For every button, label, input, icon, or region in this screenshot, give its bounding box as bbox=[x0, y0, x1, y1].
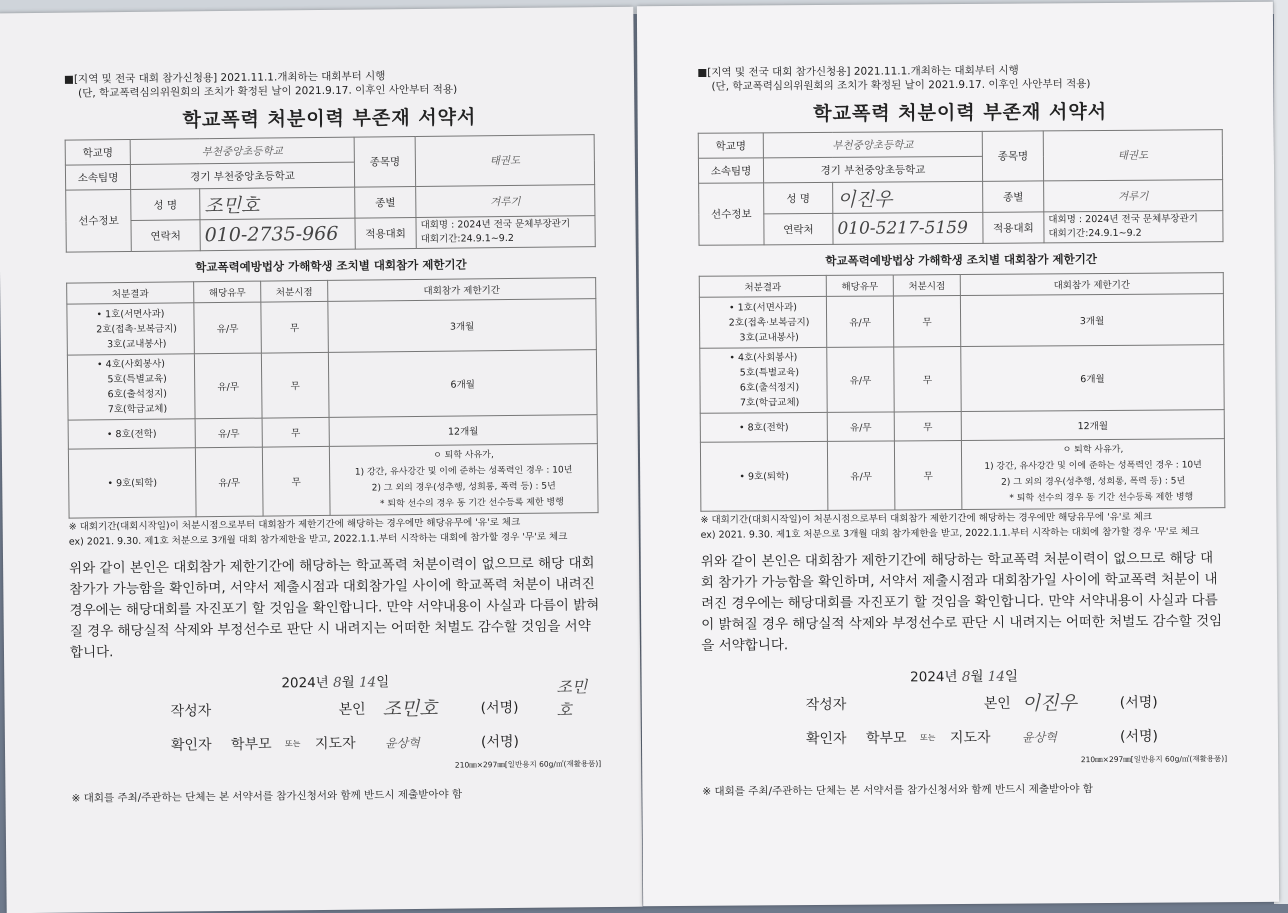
col-applicable: 해당유무 bbox=[826, 275, 893, 296]
section-title: 학교폭력예방법상 가해학생 조치별 대회참가 제한기간 bbox=[825, 252, 1097, 268]
row4-has: 유/무 bbox=[827, 441, 894, 510]
row1-limit: 3개월 bbox=[328, 299, 597, 353]
team-value: 경기 부천중앙초등학교 bbox=[763, 156, 982, 183]
athlete-label: 선수정보 bbox=[66, 189, 132, 252]
row2-line1: • 4호(사회봉사) bbox=[729, 352, 798, 364]
row1-limit: 3개월 bbox=[960, 294, 1223, 347]
table-row bbox=[700, 345, 1224, 414]
row3-time: 무 bbox=[262, 417, 329, 447]
team-value: 경기 부천중앙초등학교 bbox=[130, 162, 354, 189]
contact-value: 010-2735-966 bbox=[200, 218, 355, 251]
self-signature-extra: 조민호 bbox=[556, 677, 588, 720]
row4-has: 유/무 bbox=[195, 447, 263, 517]
row2-line4: 7호(학급교체) bbox=[107, 403, 168, 416]
row1-time: 무 bbox=[893, 295, 960, 346]
date-month-label: 월 bbox=[341, 674, 355, 691]
row3-has: 유/무 bbox=[195, 418, 262, 448]
table-row bbox=[67, 350, 597, 421]
event-period: 대회기간:24.9.1~9.2 bbox=[1048, 227, 1142, 240]
category-value: 겨루기 bbox=[1044, 180, 1223, 212]
contact-label: 연락처 bbox=[764, 213, 833, 244]
self-label: 본인 bbox=[338, 701, 366, 718]
name-value: 이진우 bbox=[833, 181, 983, 213]
writer-label: 작성자 bbox=[170, 703, 212, 720]
row2-limit: 6개월 bbox=[328, 350, 597, 418]
header-line-2: (단, 학교폭력심의위원회의 조치가 확정된 날이 2021.9.17. 이후인 사안부터 적용) bbox=[78, 83, 458, 100]
team-label: 소속팀명 bbox=[65, 164, 130, 190]
col-result: 처분결과 bbox=[67, 282, 194, 304]
team-label: 소속팀명 bbox=[698, 158, 763, 183]
row3-line1: • 8호(전학) bbox=[68, 419, 195, 449]
row4-line1: • 9호(퇴학) bbox=[68, 448, 196, 518]
row3-time: 무 bbox=[894, 411, 961, 440]
row1-time: 무 bbox=[261, 301, 329, 353]
table-row bbox=[699, 294, 1223, 349]
event-name: 대회명 : 2024년 전국 문체부장관기 bbox=[1048, 213, 1198, 226]
contact-value: 010-5217-5159 bbox=[833, 212, 983, 244]
footer-note: ※ 대회를 주최/주관하는 단체는 본 서약서를 참가신청서와 함께 반드시 제출받아야 함 bbox=[71, 788, 463, 805]
paper-size: 210㎜×297㎜[일반용지 60g/㎡(재활용품)] bbox=[1080, 754, 1228, 765]
row1-has: 유/무 bbox=[194, 302, 262, 354]
self-signature: 조민호 bbox=[382, 697, 438, 721]
col-time: 처분시점 bbox=[893, 274, 960, 295]
sport-label: 종목명 bbox=[982, 131, 1043, 181]
sport-value: 태권도 bbox=[1043, 130, 1222, 181]
header-line-1: ■[지역 및 전국 대회 참가신청용] 2021.11.1.개최하는 대회부터 시행 bbox=[63, 70, 386, 86]
document-title: 학교폭력 처분이력 부존재 서약서 bbox=[813, 100, 1108, 126]
row1-line3: 3호(교내봉사) bbox=[107, 338, 167, 350]
coach-signature: 윤상혁 bbox=[384, 735, 420, 751]
date-year: 2024 bbox=[910, 669, 945, 686]
date-month: 8 bbox=[961, 668, 971, 685]
event-period: 대회기간:24.9.1~9.2 bbox=[420, 232, 514, 245]
rules-table bbox=[66, 277, 598, 519]
parent-label: 학부모 bbox=[865, 730, 907, 747]
confirm-label: 확인자 bbox=[170, 737, 212, 754]
event-name: 대회명 : 2024년 전국 문체부장관기 bbox=[420, 218, 571, 231]
rules-table bbox=[699, 272, 1226, 512]
name-label: 성 명 bbox=[131, 189, 200, 221]
row1-line1: • 1호(서면사과) bbox=[96, 308, 165, 320]
row3-has: 유/무 bbox=[827, 412, 894, 441]
note-2: ex) 2021. 9.30. 제1호 처분으로 3개월 대회 참가제한을 받고, 2022.1.1.부터 시작하는 대회에 참가할 경우 '무'로 체크 bbox=[68, 531, 568, 548]
header-line-1: ■[지역 및 전국 대회 참가신청용] 2021.11.1.개최하는 대회부터 시행 bbox=[697, 64, 1019, 79]
row4-time: 무 bbox=[894, 440, 961, 509]
row4-text4: * 퇴학 선수의 경우 동 기간 선수등록 제한 병행 bbox=[379, 497, 564, 510]
confirm-row bbox=[702, 725, 1227, 755]
school-label: 학교명 bbox=[65, 139, 130, 165]
name-value: 조민호 bbox=[200, 187, 355, 220]
info-table bbox=[65, 134, 596, 253]
row1-line2: 2호(접촉·보복금지) bbox=[96, 322, 178, 335]
row4-time: 무 bbox=[262, 446, 330, 516]
row1-line3: 3호(교내봉사) bbox=[739, 331, 799, 344]
row2-limit: 6개월 bbox=[961, 345, 1224, 412]
note-1: ※ 대회기간(대회시작일)이 처분시점으로부터 대회참가 제한기간에 해당하는 경우에만 해당유무에 '유'로 체크 bbox=[700, 511, 1153, 526]
col-applicable: 해당유무 bbox=[194, 281, 261, 303]
row4-text2: 1) 강간, 유사강간 및 이에 준하는 성폭력인 경우 : 10년 bbox=[984, 460, 1202, 472]
row4-text4: * 퇴학 선수의 경우 동 기간 선수등록 제한 병행 bbox=[1009, 492, 1194, 504]
note-2: ex) 2021. 9.30. 제1호 처분으로 3개월 대회 참가제한을 받고, 2022.1.1.부터 시작하는 대회에 참가할 경우 '무'로 체크 bbox=[700, 526, 1200, 541]
date-year-label: 년 bbox=[315, 674, 329, 692]
coach-signature: 윤상혁 bbox=[1021, 730, 1057, 745]
row2-line2: 5호(특별교육) bbox=[107, 373, 167, 386]
table-row bbox=[700, 439, 1224, 512]
row4-text3: 2) 그 외의 경우(성추행, 성희롱, 폭력 등) : 5년 bbox=[1001, 476, 1186, 488]
coach-label: 지도자 bbox=[949, 729, 991, 747]
row4-text2: 1) 강간, 유사강간 및 이에 준하는 성폭력인 경우 : 10년 bbox=[354, 465, 573, 478]
row2-line4: 7호(학급교체) bbox=[739, 397, 800, 409]
sport-value: 태권도 bbox=[415, 135, 595, 187]
table-row bbox=[67, 299, 597, 356]
pledge-document-right bbox=[637, 2, 1279, 906]
row2-time: 무 bbox=[894, 346, 961, 411]
document-title: 학교폭력 처분이력 부존재 서약서 bbox=[182, 106, 477, 132]
date-month-label: 월 bbox=[970, 668, 984, 685]
date-month: 8 bbox=[333, 674, 342, 691]
pledge-document-left bbox=[0, 7, 643, 913]
sport-label: 종목명 bbox=[354, 136, 416, 187]
row3-line1: • 8호(전학) bbox=[700, 412, 827, 442]
pledge-date bbox=[701, 663, 1226, 687]
col-time: 처분시점 bbox=[261, 280, 328, 302]
row4-line1: • 9호(퇴학) bbox=[700, 441, 827, 511]
row2-has: 유/무 bbox=[827, 347, 894, 412]
or-label: 또는 bbox=[284, 739, 301, 749]
row2-line1: • 4호(사회봉사) bbox=[96, 358, 166, 371]
date-year-label: 년 bbox=[944, 669, 958, 686]
school-value: 부천중앙초등학교 bbox=[130, 137, 354, 164]
note-1: ※ 대회기간(대회시작일)이 처분시점으로부터 대회참가 제한기간에 해당하는 경우에만 해당유무에 '유'로 체크 bbox=[68, 516, 521, 533]
date-day-label: 일 bbox=[376, 674, 390, 691]
row4-text1: ㅇ 퇴학 사유가, bbox=[1062, 444, 1124, 456]
writer-row bbox=[702, 691, 1227, 721]
category-label: 종별 bbox=[983, 181, 1044, 212]
category-value: 겨루기 bbox=[416, 185, 595, 218]
pledge-date bbox=[70, 668, 600, 694]
paper-size: 210㎜×297㎜[일반용지 60g/㎡(재활용품)] bbox=[454, 759, 602, 770]
row2-has: 유/무 bbox=[194, 353, 262, 419]
row1-line1: • 1호(서면사과) bbox=[728, 301, 797, 314]
date-year: 2024 bbox=[281, 675, 316, 692]
date-day-label: 일 bbox=[1004, 668, 1019, 685]
row1-has: 유/무 bbox=[826, 296, 893, 347]
row4-text3: 2) 그 외의 경우(성추행, 성희롱, 폭력 등) : 5년 bbox=[371, 481, 556, 494]
row2-line3: 6호(출석정지) bbox=[107, 388, 168, 401]
confirm-label: 확인자 bbox=[805, 730, 847, 748]
col-result: 처분결과 bbox=[699, 275, 826, 297]
col-limit: 대회참가 제한기간 bbox=[960, 273, 1223, 296]
row2-line3: 6호(출석정지) bbox=[739, 382, 800, 394]
confirm-row bbox=[71, 730, 601, 762]
coach-label: 지도자 bbox=[314, 735, 356, 753]
category-label: 종별 bbox=[355, 186, 416, 218]
row3-limit: 12개월 bbox=[329, 415, 597, 447]
or-label: 또는 bbox=[919, 733, 936, 743]
row1-line2: 2호(접촉·보복금지) bbox=[728, 316, 810, 329]
row2-time: 무 bbox=[261, 352, 329, 418]
self-signature: 이진우 bbox=[1021, 692, 1077, 715]
self-label: 본인 bbox=[983, 695, 1011, 712]
header-line-2: (단, 학교폭력심의위원회의 조치가 확정된 날이 2021.9.17. 이후인 사안부터 적용) bbox=[711, 78, 1091, 93]
name-label: 성 명 bbox=[764, 182, 833, 213]
table-row bbox=[68, 444, 598, 519]
info-table bbox=[698, 129, 1224, 246]
contact-label: 연락처 bbox=[131, 220, 200, 252]
parent-label: 학부모 bbox=[230, 736, 272, 753]
row2-line2: 5호(특별교육) bbox=[739, 367, 800, 379]
section-title: 학교폭력예방법상 가해학생 조치별 대회참가 제한기간 bbox=[195, 257, 467, 275]
footer-note: ※ 대회를 주최/주관하는 단체는 본 서약서를 참가신청서와 함께 반드시 제출받아야 함 bbox=[702, 783, 1093, 798]
sign-label: (서명) bbox=[480, 699, 519, 717]
athlete-label: 선수정보 bbox=[699, 183, 764, 245]
pledge-text: 위와 같이 본인은 대회참가 제한기간에 해당하는 학교폭력 처분이력이 없으므로 해당 대회 참가가 가능함을 확인하며, 서약서 제출시점과 대회참가일 사이에 학교폭력 처분이 내려진 경우에는 해당대회를 자진포기 할 것임을 확인합니다. 만약 서약내용이 사실과 다름이 밝혀질 경우 해당실적 삭제와 부정선수로 판단 시 내려지는 어떠한 처벌도 감수할 것임을 서약합니다. bbox=[700, 550, 1223, 654]
event-label: 적용대회 bbox=[355, 217, 416, 249]
sign-label: (서명) bbox=[1119, 694, 1158, 711]
col-limit: 대회참가 제한기간 bbox=[328, 278, 596, 302]
coach-sign-label: (서명) bbox=[480, 733, 520, 751]
row3-limit: 12개월 bbox=[961, 410, 1224, 441]
date-day: 14 bbox=[358, 674, 377, 691]
pledge-text: 위와 같이 본인은 대회참가 제한기간에 해당하는 학교폭력 처분이력이 없으므로 해당 대회 참가가 가능함을 확인하며, 서약서 제출시점과 대회참가일 사이에 학교폭력 처분이 내려진 경우에는 해당대회를 자진포기 할 것임을 확인합니다. 만약 서약내용이 사실과 다름이 밝혀질 경우 해당실적 삭제와 부정선수로 판단 시 내려지는 어떠한 처벌도 감수할 것임을 서약합니다. bbox=[69, 555, 600, 661]
date-day: 14 bbox=[987, 668, 1006, 685]
coach-sign-label: (서명) bbox=[1119, 728, 1159, 745]
table-row bbox=[700, 410, 1224, 443]
event-label: 적용대회 bbox=[983, 212, 1044, 243]
school-label: 학교명 bbox=[698, 133, 763, 158]
school-value: 부천중앙초등학교 bbox=[763, 131, 982, 158]
row4-text1: ㅇ 퇴학 사유가, bbox=[433, 450, 494, 461]
writer-label: 작성자 bbox=[805, 696, 847, 714]
